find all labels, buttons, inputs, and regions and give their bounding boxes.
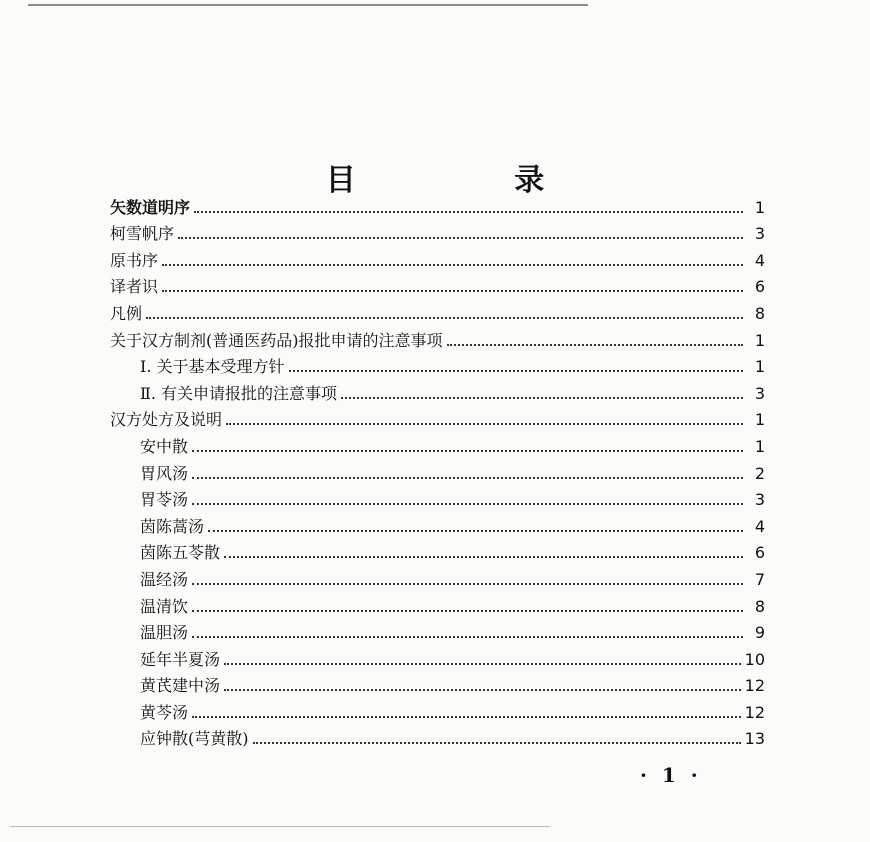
toc-entry-label: 温胆汤 xyxy=(140,623,189,643)
dot-leader xyxy=(146,317,743,319)
toc-entry-page: 3 xyxy=(754,490,765,510)
toc-entry-page: 12 xyxy=(744,702,765,722)
dot-leader xyxy=(226,423,743,425)
toc-entry xyxy=(110,643,765,670)
toc-entry xyxy=(110,351,765,378)
toc-entry-label: 原书序 xyxy=(110,250,159,270)
dot-leader xyxy=(192,636,743,638)
toc-entry xyxy=(110,377,765,404)
toc-entry xyxy=(110,617,765,644)
toc-entry xyxy=(110,457,765,484)
toc-entry-label: 胃风汤 xyxy=(140,463,189,483)
table-of-contents xyxy=(110,191,765,749)
toc-entry xyxy=(110,324,765,351)
toc-entry-page: 1 xyxy=(754,410,765,430)
toc-entry-label: 黄芩汤 xyxy=(140,702,189,722)
dot-leader xyxy=(178,237,743,239)
dot-leader xyxy=(192,477,743,479)
toc-entry-page: 9 xyxy=(754,623,765,643)
toc-entry-label: 柯雪帆序 xyxy=(110,224,175,244)
toc-entry-page: 1 xyxy=(754,330,765,350)
toc-entry xyxy=(110,563,765,590)
dot-leader xyxy=(341,397,743,399)
dot-leader xyxy=(162,290,743,292)
toc-entry xyxy=(110,430,765,457)
toc-entry xyxy=(110,191,765,218)
toc-entry-label: 应钟散(芎黄散) xyxy=(140,729,249,749)
scan-top-rule xyxy=(28,4,588,6)
toc-entry xyxy=(110,404,765,431)
dot-leader xyxy=(224,556,743,558)
dot-leader xyxy=(224,689,741,691)
toc-entry-page: 10 xyxy=(744,649,765,669)
toc-entry-page: 7 xyxy=(754,569,765,589)
toc-entry-label: 茵陈五苓散 xyxy=(140,543,221,563)
dot-leader xyxy=(208,530,743,532)
toc-entry xyxy=(110,297,765,324)
page-title: 目 录 xyxy=(325,163,619,199)
toc-entry-page: 1 xyxy=(754,436,765,456)
toc-entry-page: 3 xyxy=(754,383,765,403)
toc-entry xyxy=(110,670,765,697)
scan-bottom-rule xyxy=(10,826,550,827)
toc-entry-page: 6 xyxy=(754,543,765,563)
toc-entry xyxy=(110,244,765,271)
toc-entry-label: 矢数道明序 xyxy=(110,197,191,217)
toc-entry-label: Ⅰ. 关于基本受理方针 xyxy=(140,357,285,377)
toc-entry-label: 延年半夏汤 xyxy=(140,649,221,669)
dot-leader xyxy=(192,716,741,718)
toc-entry-label: 胃苓汤 xyxy=(140,490,189,510)
toc-entry-page: 6 xyxy=(754,277,765,297)
toc-entry-label: 安中散 xyxy=(140,436,189,456)
dot-leader xyxy=(192,610,743,612)
toc-entry-page: 1 xyxy=(754,197,765,217)
toc-entry-label: 汉方处方及说明 xyxy=(110,410,223,430)
toc-entry-label: 温经汤 xyxy=(140,569,189,589)
dot-leader xyxy=(253,742,741,744)
dot-leader xyxy=(192,503,743,505)
toc-entry-page: 2 xyxy=(754,463,765,483)
toc-entry xyxy=(110,537,765,564)
toc-entry xyxy=(110,510,765,537)
dot-leader xyxy=(162,264,743,266)
toc-entry-page: 8 xyxy=(754,596,765,616)
toc-entry-label: 关于汉方制剂(普通医药品)报批申请的注意事项 xyxy=(110,330,443,350)
toc-entry-page: 13 xyxy=(744,729,765,749)
toc-entry-label: 茵陈蒿汤 xyxy=(140,516,205,536)
toc-entry-label: 译者识 xyxy=(110,277,159,297)
toc-entry xyxy=(110,484,765,511)
toc-entry xyxy=(110,590,765,617)
page-number: · 1 · xyxy=(640,763,702,787)
toc-entry-page: 4 xyxy=(754,250,765,270)
dot-leader xyxy=(192,583,743,585)
toc-entry xyxy=(110,696,765,723)
toc-entry-label: Ⅱ. 有关申请报批的注意事项 xyxy=(140,383,338,403)
toc-entry-page: 1 xyxy=(754,357,765,377)
toc-entry-label: 黄芪建中汤 xyxy=(140,676,221,696)
toc-entry xyxy=(110,271,765,298)
toc-entry-label: 凡例 xyxy=(110,303,143,323)
toc-entry-label: 温清饮 xyxy=(140,596,189,616)
toc-entry-page: 8 xyxy=(754,303,765,323)
toc-entry-page: 4 xyxy=(754,516,765,536)
toc-entry xyxy=(110,218,765,245)
dot-leader xyxy=(224,663,741,665)
dot-leader xyxy=(289,370,744,372)
dot-leader xyxy=(447,344,744,346)
toc-entry-page: 12 xyxy=(744,676,765,696)
dot-leader xyxy=(192,450,743,452)
toc-entry xyxy=(110,723,765,750)
dot-leader xyxy=(194,211,743,213)
toc-entry-page: 3 xyxy=(754,224,765,244)
